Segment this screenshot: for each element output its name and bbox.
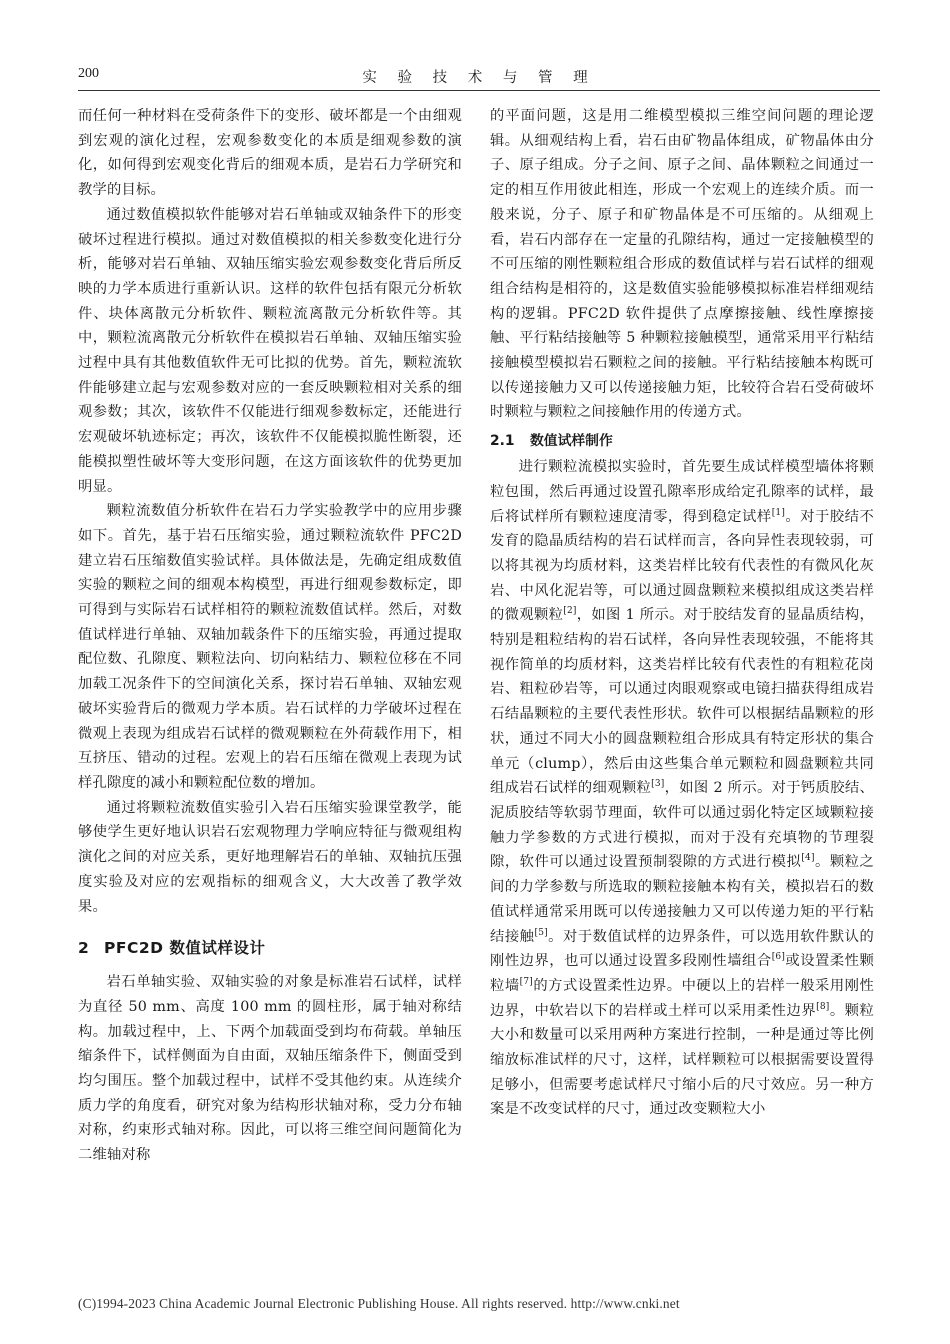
subsection-heading [490, 429, 874, 453]
section-heading [78, 935, 462, 961]
text-run: ，如图 2 所示。对于钙质胶结、泥质胶结等软弱节理面，软件可以通过弱化特定区域颗粒接触力学参数的方式进行模拟，而对于没有充填物的节理裂隙，软件可以通过设置预制裂隙的方式进行模拟 [490, 780, 874, 871]
citation[interactable]: [4] [801, 853, 815, 864]
citation[interactable]: [2] [563, 606, 577, 617]
paragraph: 的平面问题，这是用二维模型模拟三维空间问题的理论逻辑。从细观结构上看，岩石由矿物晶体组成，矿物晶体由分子、原子组成。分子之间、原子之间、晶体颗粒之间通过一定的相互作用彼此相连，形成一个宏观上的连续介质。而一般来说，分子、原子和矿物晶体是不可压缩的。从细观上看，岩石内部存在一定量的孔隙结构，通过一定接触模型的不可压缩的刚性颗粒组合形成的数值试样与岩石试样的细观组合结构是相符的，这是数值实验能够模拟标准岩样细观结构的逻辑。PFC2D 软件提供了点摩擦接触、线性摩擦接触、平行粘结接触等 5 种颗粒接触模型，通常采用平行粘结接触模型模拟岩石颗粒之间的接触。平行粘结接触本构既可以传递接触力又可以传递接触力矩，比较符合岩石受荷破坏时颗粒与颗粒之间接触作用的传递方式。 [490, 108, 874, 421]
paragraph: 通过将颗粒流数值实验引入岩石压缩实验课堂教学，能够使学生更好地认识岩石宏观物理力学响应特征与微观组构演化之间的对应关系，更好地理解岩石的单轴、双轴抗压强度实验及对应的宏观指标的细观含义，大大改善了教学效果。 [78, 799, 462, 915]
running-header [78, 66, 880, 90]
citation[interactable]: [8] [816, 1001, 830, 1012]
paragraph: 颗粒流数值分析软件在岩石力学实验教学中的应用步骤如下。首先，基于岩石压缩实验，通过颗粒流软件 PFC2D 建立岩石压缩数值实验试样。具体做法是，先确定组成数值实验的颗粒之间的细观本构模型，再进行细观参数标定，即可得到与实际岩石试样相符的颗粒流数值试样。然后，对数值试样进行单轴、双轴加载条件下的压缩实验，再通过提取配位数、孔隙度、颗粒法向、切向粘结力、颗粒位移在不同加载工况条件下的空间演化关系，探讨岩石单轴、双轴宏观破坏实验背后的微观力学本质。岩石试样的力学破坏过程在微观上表现为组成岩石试样的微观颗粒在外荷载作用下，相互挤压、错动的过程。宏观上的岩石压缩在微观上表现为试样孔隙度的减小和颗粒配位数的增加。 [78, 503, 462, 791]
copyright-footer: (C)1994-2023 China Academic Journal Electronic Publishing House. All rights reserved. http://www.cnki.net [78, 1296, 680, 1311]
journal-title: 实 验 技 术 与 管 理 [362, 70, 596, 86]
section-number: 2 [78, 939, 90, 958]
citation[interactable]: [3] [651, 779, 665, 790]
citation[interactable]: [6] [771, 952, 786, 963]
citation[interactable]: [1] [771, 507, 786, 518]
paragraph [490, 455, 874, 1122]
text-run: ，如图 1 所示。对于胶结发育的显晶质结构，特别是粗粒结构的岩石试样，各向异性表现较强，不能将其视作简单的均质材料，这类岩样比较有代表性的有粗粒花岗岩、粗粒砂岩等，可以通过肉眼观察或电镜扫描获得组成岩石结晶颗粒的主要代表性形状。软件可以根据结晶颗粒的形状，通过不同大小的圆盘颗粒组合形成具有特定形状的集合单元（clump），然后由这些集合单元颗粒和圆盘颗粒共同组成岩石试样的细观颗粒 [490, 607, 875, 797]
text-run: 。颗粒之间的力学参数与所选取的颗粒接触本构有关，模拟岩石的数值试样通常采用既可以传递接触力又可以传递力矩的平行粘结接触 [490, 854, 874, 945]
text-run: 或设置柔性颗粒墙 [490, 953, 874, 994]
text-run: 。对于数值试样的边界条件，可以选用软件默认的刚性边界，也可以通过设置多段刚性墙组合 [490, 928, 874, 970]
subsection-title: 数值试样制作 [530, 433, 613, 450]
paragraph: 通过数值模拟软件能够对岩石单轴或双轴条件下的形变破坏过程进行模拟。通过对数值模拟的相关参数变化进行分析，能够对岩石单轴、双轴压缩实验宏观参数变化背后所反映的力学本质进行重新认识。这样的软件包括有限元分析软件、块体离散元分析软件、颗粒流离散元分析软件等。其中，颗粒流离散元分析软件在模拟岩石单轴、双轴压缩实验过程中具有其他数值软件无可比拟的优势。首先，颗粒流软件能够建立起与宏观参数对应的一套反映颗粒相对关系的细观参数；其次，该软件不仅能进行细观参数标定，还能进行宏观破坏轨迹标定；再次，该软件不仅能模拟脆性断裂，还能模拟塑性破坏等大变形问题，在这方面该软件的优势更加明显。 [78, 206, 462, 495]
paragraph: 而任何一种材料在受荷条件下的变形、破坏都是一个由细观到宏观的演化过程，宏观参数变化的本质是细观参数的演化，如何得到宏观变化背后的细观本质，是岩石力学研究和教学的目标。 [78, 108, 462, 199]
paragraph: 岩石单轴实验、双轴实验的对象是标准岩石试样，试样为直径 50 mm、高度 100 mm 的圆柱形，属于轴对称结构。加载过程中，上、下两个加载面受到均布荷载。单轴压缩条件下，试样侧面为自由面，双轴压缩条件下，侧面受到均匀围压。整个加载过程中，试样不受其他约束。从连续介质力学的角度看，研究对象为结构形状轴对称，受力分布轴对称，约束形式轴对称。因此，可以将三维空间问题简化为二维轴对称 [78, 974, 462, 1164]
section-title: PFC2D 数值试样设计 [104, 939, 266, 958]
text-run: 进行颗粒流模拟实验时，首先要生成试样模型墙体将颗粒包围，然后再通过设置孔隙率形成给定孔隙率的试样，最后将试样所有颗粒速度清零，得到稳定试样 [490, 459, 874, 525]
page-number: 200 [78, 66, 99, 81]
text-run: 。对于胶结不发育的隐晶质结构的岩石试样而言，各向异性表现较弱，可以将其视为均质材料，这类岩样比较有代表性的有微风化灰岩、中风化泥岩等，可以通过圆盘颗粒来模拟组成这类岩样的微观颗粒 [490, 508, 874, 624]
citation[interactable]: [7] [519, 977, 534, 988]
header-rule [78, 90, 880, 91]
right-column [490, 104, 874, 1122]
text-run: 。颗粒大小和数量可以采用两种方案进行控制，一种是通过等比例缩放标准试样的尺寸，这样，试样颗粒可以根据需要设置得足够小，但需要考虑试样尺寸缩小后的尺寸效应。另一种方案是不改变试样的尺寸，通过改变颗粒大小 [490, 1002, 874, 1118]
left-column [78, 104, 462, 1168]
subsection-number: 2.1 [490, 433, 515, 450]
text-run: 的方式设置柔性边界。中硬以上的岩样一般采用刚性边界，中软岩以下的岩样或土样可以采用柔性边界 [490, 977, 874, 1019]
citation[interactable]: [5] [534, 927, 548, 938]
